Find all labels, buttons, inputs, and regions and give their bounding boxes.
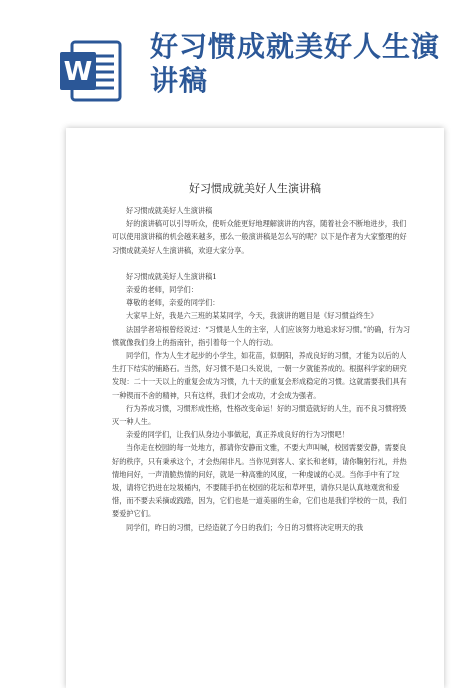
paragraph: 行为养成习惯，习惯形成性格，性格改变命运！好的习惯造就好的人生，而不良习惯将毁灭一种人生。 xyxy=(112,403,407,427)
paragraph: 好的演讲稿可以引导听众，使听众能更好地理解演讲的内容，随着社会不断地进步，我们可以使用演讲稿的机会越来越多，那么一般演讲稿是怎么写的呢？以下是作者为大家整理的好习惯成就美好人生演讲稿，欢迎大家分享。 xyxy=(112,219,407,255)
paragraph: 当你走在校园的每一处地方，都请你安静而文雅，不要大声叫喊，校园需要安静，需要良好的秩序，只有秉承这个，才会热闹非凡。当你见到客人、家长和老师，请你鞠躬行礼，并热情地问好，一声清脆热情的问好，就是一种高雅的风度，一种虔诚的心灵。当你手中有了垃圾，请将它扔进在垃圾桶内，不要随手扔在校园的花坛和草坪里，请你只是认真地观赏和爱惜，而不要去采摘或践踏，因为，它们也是一道美丽的生命，它们也是我们学校的一员，我们要爱护它们。 xyxy=(112,443,407,519)
paragraph: 亲爱的老师，同学们： xyxy=(126,285,198,295)
paragraph: 同学们，作为人生才起步的小学生，如花苗，似朝阳，养成良好的习惯，才能为以后的人生打下结实的铺路石。当然，好习惯不是口头说说，一朝一夕就能养成的。根据科学家的研究发现：二十一天以上的重复会成为习惯，九十天的重复会形成稳定的习惯。这就需要我们具有一种锲而不舍的精神，只有这样，我们才会成功，才会成为强者。 xyxy=(112,351,407,400)
word-doc-icon xyxy=(58,38,124,104)
spacer xyxy=(112,257,412,270)
paragraph: 尊敬的老师，亲爱的同学们： xyxy=(126,298,220,308)
document-body xyxy=(112,204,412,534)
paragraph: 好习惯成就美好人生演讲稿1 xyxy=(126,271,217,281)
document-page xyxy=(66,128,444,688)
paragraph: 亲爱的同学们，让我们从身边小事做起，真正养成良好的行为习惯吧！ xyxy=(126,430,349,440)
paragraph: 好习惯成就美好人生演讲稿 xyxy=(126,206,213,215)
paragraph: 同学们，昨日的习惯，已经造就了今日的我们；今日的习惯将决定明天的我 xyxy=(126,522,364,532)
header xyxy=(0,0,474,125)
document-title: 好习惯成就美好人生演讲稿 xyxy=(189,182,321,195)
page-title: 好习惯成就美好人生演讲稿 xyxy=(150,30,441,97)
paragraph: 大家早上好，我是六三班的某某同学，今天，我演讲的题目是《好习惯益终生》 xyxy=(126,311,378,321)
paragraph: 法国学者培根曾经说过：“习惯是人生的主宰，人们应该努力地追求好习惯。”的确，行为习惯就像我们身上的指南针，指引着每一个人的行动。 xyxy=(112,324,411,347)
word-letter: W xyxy=(63,57,93,87)
